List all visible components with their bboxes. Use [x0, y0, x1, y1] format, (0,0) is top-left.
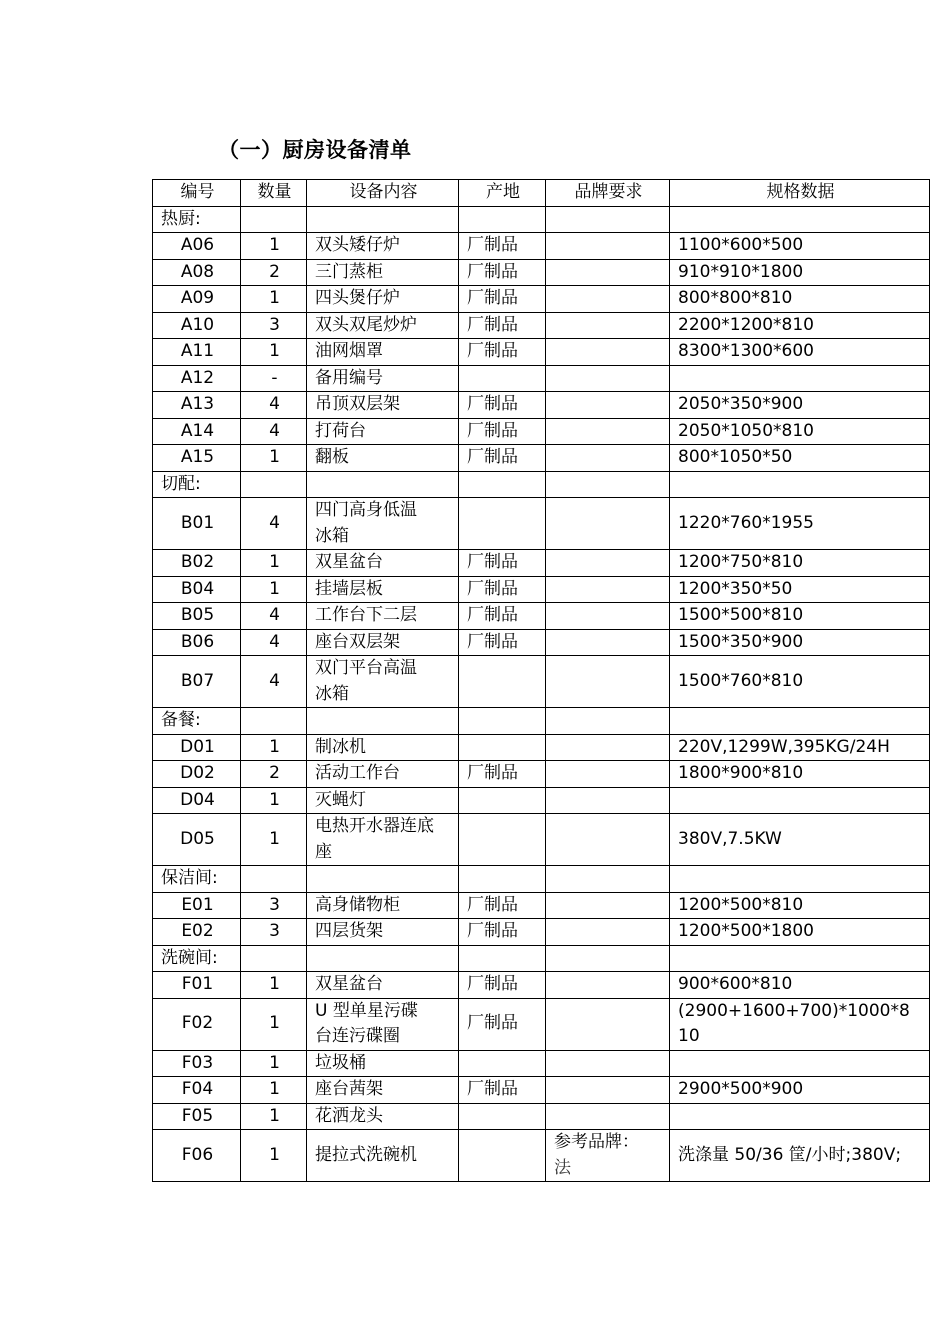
item-code: A10 [153, 312, 241, 339]
item-origin: 厂制品 [459, 1077, 546, 1104]
header-code: 编号 [153, 180, 241, 207]
table-row [153, 761, 930, 788]
empty-cell [307, 206, 459, 233]
section-label: 备餐: [153, 708, 241, 735]
item-qty: 1 [241, 445, 307, 472]
item-brand [546, 629, 670, 656]
table-row [153, 814, 930, 866]
item-origin: 厂制品 [459, 761, 546, 788]
item-spec: 1500*350*900 [670, 629, 930, 656]
item-spec [670, 365, 930, 392]
item-code: B01 [153, 498, 241, 550]
item-name: 垃圾桶 [307, 1050, 459, 1077]
item-qty: 1 [241, 576, 307, 603]
empty-cell [546, 708, 670, 735]
table-row [153, 312, 930, 339]
empty-cell [459, 866, 546, 893]
item-qty: 1 [241, 233, 307, 260]
item-qty: 1 [241, 972, 307, 999]
item-origin: 厂制品 [459, 550, 546, 577]
item-name: 工作台下二层 [307, 603, 459, 630]
empty-cell [307, 708, 459, 735]
item-origin: 厂制品 [459, 259, 546, 286]
empty-cell [546, 945, 670, 972]
item-name: 油网烟罩 [307, 339, 459, 366]
header-origin: 产地 [459, 180, 546, 207]
item-spec: 910*910*1800 [670, 259, 930, 286]
item-code: B05 [153, 603, 241, 630]
item-brand [546, 576, 670, 603]
table-row [153, 1103, 930, 1130]
item-code: F06 [153, 1130, 241, 1182]
item-brand [546, 1050, 670, 1077]
table-row [153, 972, 930, 999]
item-brand [546, 1103, 670, 1130]
item-origin: 厂制品 [459, 392, 546, 419]
empty-cell [670, 708, 930, 735]
item-spec: (2900+1600+700)*1000*8 10 [670, 998, 930, 1050]
item-spec [670, 787, 930, 814]
item-name: 花洒龙头 [307, 1103, 459, 1130]
item-qty: 4 [241, 656, 307, 708]
table-row [153, 418, 930, 445]
section-row [153, 708, 930, 735]
section-row [153, 945, 930, 972]
section-label: 切配: [153, 471, 241, 498]
section-row [153, 866, 930, 893]
item-origin: 厂制品 [459, 312, 546, 339]
item-code: F02 [153, 998, 241, 1050]
item-spec: 1220*760*1955 [670, 498, 930, 550]
item-spec: 2050*350*900 [670, 392, 930, 419]
empty-cell [241, 206, 307, 233]
item-code: D05 [153, 814, 241, 866]
item-name: 双星盆台 [307, 550, 459, 577]
table-row [153, 787, 930, 814]
item-code: A08 [153, 259, 241, 286]
item-code: A11 [153, 339, 241, 366]
item-brand [546, 550, 670, 577]
item-origin: 厂制品 [459, 998, 546, 1050]
item-brand [546, 998, 670, 1050]
empty-cell [459, 471, 546, 498]
item-brand [546, 259, 670, 286]
item-origin [459, 734, 546, 761]
item-origin: 厂制品 [459, 629, 546, 656]
item-qty: 3 [241, 892, 307, 919]
table-row [153, 576, 930, 603]
header-qty: 数量 [241, 180, 307, 207]
item-qty: 4 [241, 629, 307, 656]
header-brand: 品牌要求 [546, 180, 670, 207]
item-code: B02 [153, 550, 241, 577]
item-spec: 1100*600*500 [670, 233, 930, 260]
item-origin [459, 1050, 546, 1077]
equipment-table [152, 179, 930, 1182]
item-spec: 800*800*810 [670, 286, 930, 313]
item-code: A15 [153, 445, 241, 472]
item-brand [546, 972, 670, 999]
empty-cell [307, 471, 459, 498]
item-origin [459, 498, 546, 550]
section-label: 热厨: [153, 206, 241, 233]
item-qty: 1 [241, 550, 307, 577]
item-code: A12 [153, 365, 241, 392]
item-name: 提拉式洗碗机 [307, 1130, 459, 1182]
item-brand [546, 418, 670, 445]
item-spec: 1200*350*50 [670, 576, 930, 603]
item-code: B06 [153, 629, 241, 656]
empty-cell [670, 945, 930, 972]
item-name: 双头矮仔炉 [307, 233, 459, 260]
table-row [153, 365, 930, 392]
item-spec: 1500*500*810 [670, 603, 930, 630]
item-name: 活动工作台 [307, 761, 459, 788]
item-origin: 厂制品 [459, 919, 546, 946]
item-name: 吊顶双层架 [307, 392, 459, 419]
item-name: 电热开水器连底 座 [307, 814, 459, 866]
table-row [153, 919, 930, 946]
item-brand [546, 656, 670, 708]
item-spec: 1200*500*1800 [670, 919, 930, 946]
item-origin: 厂制品 [459, 576, 546, 603]
section-row [153, 471, 930, 498]
table-row [153, 1077, 930, 1104]
section-label: 洗碗间: [153, 945, 241, 972]
item-name: 双头双尾炒炉 [307, 312, 459, 339]
item-brand: 参考品牌： 法 [546, 1130, 670, 1182]
item-brand [546, 286, 670, 313]
item-code: D02 [153, 761, 241, 788]
table-row [153, 339, 930, 366]
item-origin: 厂制品 [459, 286, 546, 313]
item-spec: 1500*760*810 [670, 656, 930, 708]
item-name: 四层货架 [307, 919, 459, 946]
item-brand [546, 233, 670, 260]
item-brand [546, 603, 670, 630]
item-spec: 220V,1299W,395KG/24H [670, 734, 930, 761]
item-origin: 厂制品 [459, 339, 546, 366]
item-brand [546, 892, 670, 919]
item-spec: 2200*1200*810 [670, 312, 930, 339]
table-row [153, 1050, 930, 1077]
table-row [153, 734, 930, 761]
item-brand [546, 498, 670, 550]
item-qty: 2 [241, 761, 307, 788]
item-brand [546, 919, 670, 946]
empty-cell [241, 945, 307, 972]
item-brand [546, 312, 670, 339]
table-row [153, 392, 930, 419]
empty-cell [459, 708, 546, 735]
table-row [153, 498, 930, 550]
item-name: 制冰机 [307, 734, 459, 761]
item-origin: 厂制品 [459, 233, 546, 260]
item-name: 四门高身低温 冰箱 [307, 498, 459, 550]
table-row [153, 603, 930, 630]
item-code: E02 [153, 919, 241, 946]
empty-cell [670, 471, 930, 498]
item-origin: 厂制品 [459, 445, 546, 472]
table-row [153, 892, 930, 919]
item-brand [546, 1077, 670, 1104]
item-qty: 1 [241, 1130, 307, 1182]
table-header-row [153, 180, 930, 207]
item-code: F05 [153, 1103, 241, 1130]
item-name: 灭蝇灯 [307, 787, 459, 814]
item-brand [546, 339, 670, 366]
item-name: 高身储物柜 [307, 892, 459, 919]
table-row [153, 656, 930, 708]
item-origin [459, 787, 546, 814]
item-name: 双星盆台 [307, 972, 459, 999]
item-origin [459, 365, 546, 392]
item-spec: 2050*1050*810 [670, 418, 930, 445]
item-brand [546, 365, 670, 392]
item-spec: 1200*750*810 [670, 550, 930, 577]
table-row [153, 286, 930, 313]
section-label: 保洁间: [153, 866, 241, 893]
empty-cell [459, 206, 546, 233]
table-row [153, 550, 930, 577]
item-code: D01 [153, 734, 241, 761]
empty-cell [307, 945, 459, 972]
item-code: B04 [153, 576, 241, 603]
item-spec: 2900*500*900 [670, 1077, 930, 1104]
item-spec: 1200*500*810 [670, 892, 930, 919]
item-qty: 1 [241, 787, 307, 814]
item-brand [546, 392, 670, 419]
table-row [153, 233, 930, 260]
item-qty: 1 [241, 734, 307, 761]
item-qty: 1 [241, 339, 307, 366]
empty-cell [546, 866, 670, 893]
table-row [153, 445, 930, 472]
item-brand [546, 445, 670, 472]
item-origin [459, 1130, 546, 1182]
item-origin [459, 1103, 546, 1130]
item-brand [546, 734, 670, 761]
empty-cell [241, 471, 307, 498]
item-name: 三门蒸柜 [307, 259, 459, 286]
item-code: A14 [153, 418, 241, 445]
item-qty: 3 [241, 919, 307, 946]
item-qty: 1 [241, 286, 307, 313]
item-spec: 洗涤量 50/36 筐/小时;380V; [670, 1130, 930, 1182]
item-origin [459, 814, 546, 866]
item-code: F03 [153, 1050, 241, 1077]
empty-cell [546, 206, 670, 233]
header-spec: 规格数据 [670, 180, 930, 207]
empty-cell [241, 866, 307, 893]
item-origin: 厂制品 [459, 603, 546, 630]
item-origin: 厂制品 [459, 418, 546, 445]
item-code: F04 [153, 1077, 241, 1104]
item-name: 双门平台高温 冰箱 [307, 656, 459, 708]
item-brand [546, 787, 670, 814]
empty-cell [670, 206, 930, 233]
item-code: E01 [153, 892, 241, 919]
empty-cell [546, 471, 670, 498]
item-spec: 900*600*810 [670, 972, 930, 999]
header-name: 设备内容 [307, 180, 459, 207]
item-brand [546, 761, 670, 788]
item-name: 挂墙层板 [307, 576, 459, 603]
item-spec: 800*1050*50 [670, 445, 930, 472]
table-row [153, 629, 930, 656]
table-row [153, 1130, 930, 1182]
item-code: F01 [153, 972, 241, 999]
item-qty: 4 [241, 392, 307, 419]
item-qty: 4 [241, 418, 307, 445]
item-qty: 1 [241, 1103, 307, 1130]
empty-cell [241, 708, 307, 735]
item-qty: 1 [241, 814, 307, 866]
item-qty: - [241, 365, 307, 392]
item-name: 翻板 [307, 445, 459, 472]
empty-cell [670, 866, 930, 893]
item-qty: 1 [241, 998, 307, 1050]
empty-cell [459, 945, 546, 972]
item-name: U 型单星污碟 台连污碟圈 [307, 998, 459, 1050]
item-origin: 厂制品 [459, 892, 546, 919]
item-qty: 4 [241, 498, 307, 550]
item-origin: 厂制品 [459, 972, 546, 999]
table-row [153, 998, 930, 1050]
item-qty: 3 [241, 312, 307, 339]
item-code: A13 [153, 392, 241, 419]
item-qty: 1 [241, 1050, 307, 1077]
item-code: D04 [153, 787, 241, 814]
table-row [153, 259, 930, 286]
item-spec: 8300*1300*600 [670, 339, 930, 366]
item-code: A06 [153, 233, 241, 260]
empty-cell [307, 866, 459, 893]
item-name: 四头煲仔炉 [307, 286, 459, 313]
item-qty: 2 [241, 259, 307, 286]
item-code: A09 [153, 286, 241, 313]
item-name: 座台茜架 [307, 1077, 459, 1104]
item-qty: 1 [241, 1077, 307, 1104]
page-title: （一）厨房设备清单 [218, 137, 412, 162]
item-origin [459, 656, 546, 708]
item-spec [670, 1050, 930, 1077]
item-name: 打荷台 [307, 418, 459, 445]
item-code: B07 [153, 656, 241, 708]
item-name: 座台双层架 [307, 629, 459, 656]
item-name: 备用编号 [307, 365, 459, 392]
item-spec: 380V,7.5KW [670, 814, 930, 866]
item-qty: 4 [241, 603, 307, 630]
item-spec: 1800*900*810 [670, 761, 930, 788]
section-row [153, 206, 930, 233]
item-spec [670, 1103, 930, 1130]
item-brand [546, 814, 670, 866]
